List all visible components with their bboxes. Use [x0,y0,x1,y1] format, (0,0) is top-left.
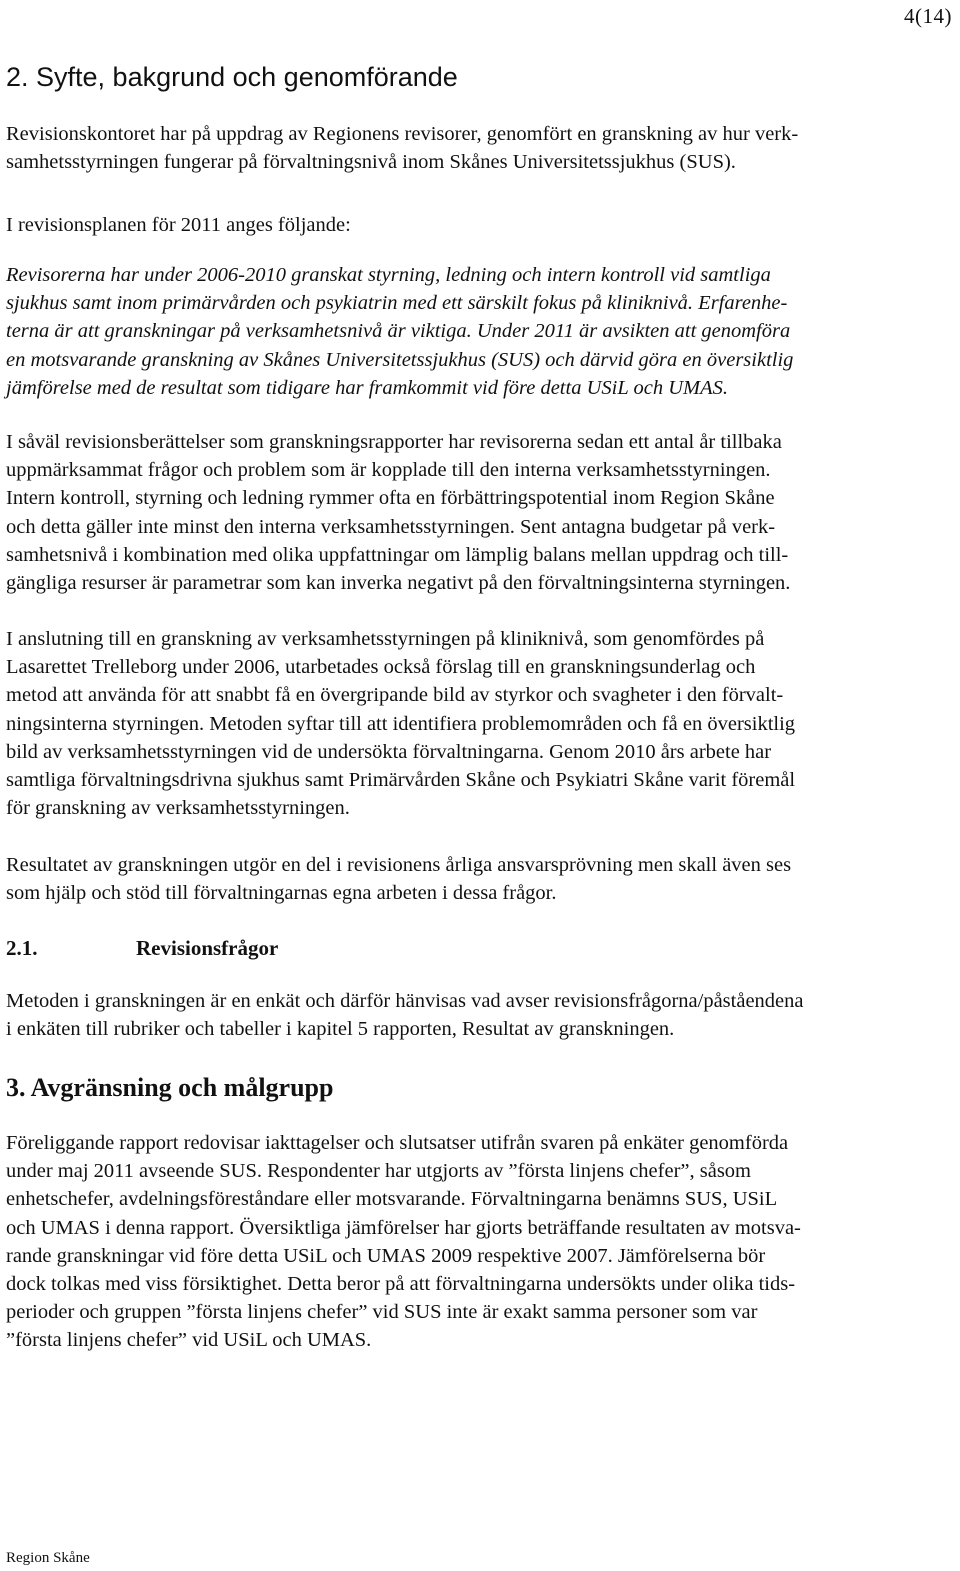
paragraph-revision-plan-intro [6,211,956,239]
text-line: ”första linjens chefer” vid USiL och UMAS. [6,1329,372,1352]
paragraph-purpose [6,120,956,176]
text-line: perioder och gruppen ”första linjens chefer” vid SUS inte är exakt samma personer som var [6,1301,758,1324]
text-line: en motsvarande granskning av Skånes Universitetssjukhus (SUS) och därvid göra en översiktlig [6,348,794,371]
text-line: jämförelse med de resultat som tidigare har framkommit vid före detta USiL och UMAS. [6,376,728,399]
text-line: för granskning av verksamhetsstyrningen. [6,797,350,820]
text-line: sjukhus samt inom primärvården och psykiatrin med ett särskilt fokus på kliniknivå. Erfarenhe- [6,292,788,315]
text-line: ningsinterna styrningen. Metoden syftar till att identifiera problemområden och få en översiktlig [6,712,796,735]
section-title: Revisionsfrågor [136,936,279,960]
text-line: Lasarettet Trelleborg under 2006, utarbetades också förslag till en granskningsunderlag och [6,656,756,679]
text-line: samtliga förvaltningsdrivna sjukhus samt Primärvården Skåne och Psykiatri Skåne varit föremål [6,769,796,792]
text-line: Intern kontroll, styrning och ledning rymmer ofta en förbättringspotential inom Region Skåne [6,487,775,510]
paragraph-revision-questions [6,987,956,1043]
paragraph-method [6,625,956,822]
text-line: Metoden i granskningen är en enkät och därför hänvisas vad avser revisionsfrågorna/påståendena [6,990,804,1012]
text-line: som hjälp och stöd till förvaltningarnas egna arbeten i dessa frågor. [6,882,557,905]
paragraph-background [6,428,956,597]
paragraph-revision-plan-quote [6,261,956,402]
text-line: och UMAS i denna rapport. Översiktliga jämförelser har gjorts beträffande resultaten av motsva- [6,1216,801,1239]
text-line: enhetschefer, avdelningsföreståndare eller motsvarande. Förvaltningarna benämns SUS, USiL [6,1188,778,1211]
text-line: i enkäten till rubriker och tabeller i kapitel 5 rapporten, Resultat av granskningen. [6,1018,675,1041]
text-line: rande granskningar vid före detta USiL och UMAS 2009 respektive 2007. Jämförelserna bör [6,1244,766,1267]
text-line: samhetsstyrningen fungerar på förvaltningsnivå inom Skånes Universitetssjukhus (SUS). [6,151,736,174]
text-line: Resultatet av granskningen utgör en del i revisionens årliga ansvarsprövning men skall även ses [6,854,792,876]
text-line: och detta gäller inte minst den interna verksamhetsstyrningen. Sent antagna budgetar på verk- [6,515,776,538]
text-line: bild av verksamhetsstyrningen vid de undersökta förvaltningarna. Genom 2010 års arbete har [6,740,772,763]
text-line: Revisionskontoret har på uppdrag av Regionens revisorer, genomfört en granskning av hur verk- [6,123,799,145]
text-line: metod att använda för att snabbt få en övergripande bild av styrkor och svagheter i den förvalt- [6,684,784,707]
footer-organization: Region Skåne [6,1550,90,1566]
paragraph-result [6,851,956,907]
text-line: gängliga resurser är parametrar som kan inverka negativt på den förvaltningsinterna styrningen. [6,572,791,595]
text-line: Föreliggande rapport redovisar iakttagelser och slutsatser utifrån svaren på enkäter genomförda [6,1132,789,1154]
text-line: I revisionsplanen för 2011 anges följande: [6,214,351,236]
section-2-1-heading [6,936,278,961]
text-line: Revisorerna har under 2006-2010 granskat styrning, ledning och intern kontroll vid samtliga [6,264,771,286]
section-3-heading: 3. Avgränsning och målgrupp [6,1073,334,1102]
text-line: terna är att granskningar på verksamhetsnivå är viktiga. Under 2011 är avsikten att genomföra [6,320,791,343]
page-number: 4(14) [904,4,952,28]
text-line: uppmärksammat frågor och problem som är kopplade till den interna verksamhetsstyrningen. [6,459,771,482]
text-line: under maj 2011 avseende SUS. Respondenter har utgjorts av ”första linjens chefer”, såsom [6,1160,752,1183]
text-line: samhetsnivå i kombination med olika uppfattningar om lämplig balans mellan uppdrag och till- [6,543,789,566]
section-2-heading: 2. Syfte, bakgrund och genomförande [6,62,458,92]
section-number: 2.1. [6,936,38,960]
text-line: dock tolkas med viss försiktighet. Detta beror på att förvaltningarna undersökts under olika tids- [6,1273,796,1296]
paragraph-scope [6,1129,956,1355]
text-line: I såväl revisionsberättelser som granskningsrapporter har revisorerna sedan ett antal år tillbaka [6,431,782,453]
text-line: I anslutning till en granskning av verksamhetsstyrningen på kliniknivå, som genomfördes på [6,628,765,650]
